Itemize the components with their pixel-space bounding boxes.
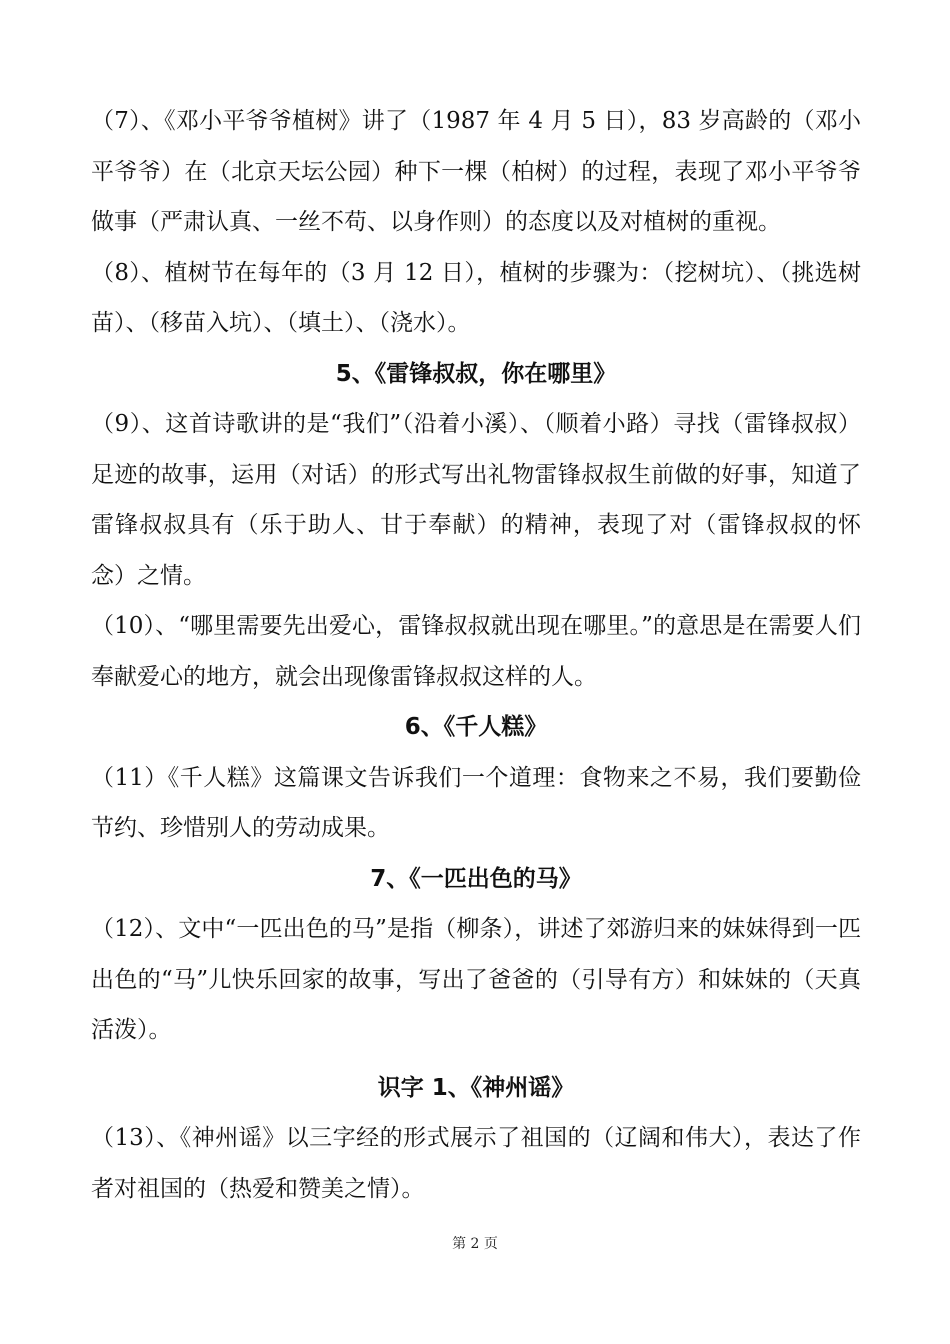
- section-heading-qian-ren-gao: 6、《千人糕》: [404, 714, 548, 740]
- section-heading-lei-feng: 5、《雷锋叔叔，你在哪里》: [335, 360, 617, 387]
- paragraph-8: （8）、植树节在每年的（3 月 12 日），植树的步骤为：（挖树坑）、（挑选树苗）、（移苗入坑）、（填土）、（浇水）。: [91, 259, 861, 336]
- paragraph-7: （7）、《邓小平爷爷植树》讲了（1987 年 4 月 5 日），83 岁高龄的（邓小平爷爷）在（北京天坛公园）种下一棵（柏树）的过程，表现了邓小平爷爷做事（严肃认真、一丝不苟、以身作则）的态度以及对植树的重视。: [91, 108, 861, 235]
- page-number: 第 2 页: [452, 1236, 498, 1252]
- paragraph-9: （9）、这首诗歌讲的是“我们”（沿着小溪）、（顺着小路）寻找（雷锋叔叔）足迹的故事，运用（对话）的形式写出礼物雷锋叔叔生前做的好事，知道了雷锋叔叔具有（乐于助人、甘于奉献）的精神，表现了对（雷锋叔叔的怀念）之情。: [91, 411, 861, 589]
- section-heading-shen-zhou-yao: 识字 1、《神州谣》: [377, 1074, 575, 1101]
- page-content: [91, 96, 861, 1214]
- paragraph-10: （10）、“哪里需要先出爱心，雷锋叔叔就出现在哪里。”的意思是在需要人们奉献爱心的地方，就会出现像雷锋叔叔这样的人。: [91, 613, 861, 690]
- paragraph-12: （12）、文中“一匹出色的马”是指（柳条），讲述了郊游归来的妹妹得到一匹出色的“马”儿快乐回家的故事，写出了爸爸的（引导有方）和妹妹的（天真活泼）。: [91, 916, 861, 1043]
- paragraph-13: （13）、《神州谣》以三字经的形式展示了祖国的（辽阔和伟大），表达了作者对祖国的（热爱和赞美之情）。: [91, 1125, 861, 1202]
- section-heading-chu-se-de-ma: 7、《一匹出色的马》: [370, 865, 582, 892]
- paragraph-11: （11）《千人糕》这篇课文告诉我们一个道理：食物来之不易，我们要勤俭节约、珍惜别人的劳动成果。: [91, 764, 861, 841]
